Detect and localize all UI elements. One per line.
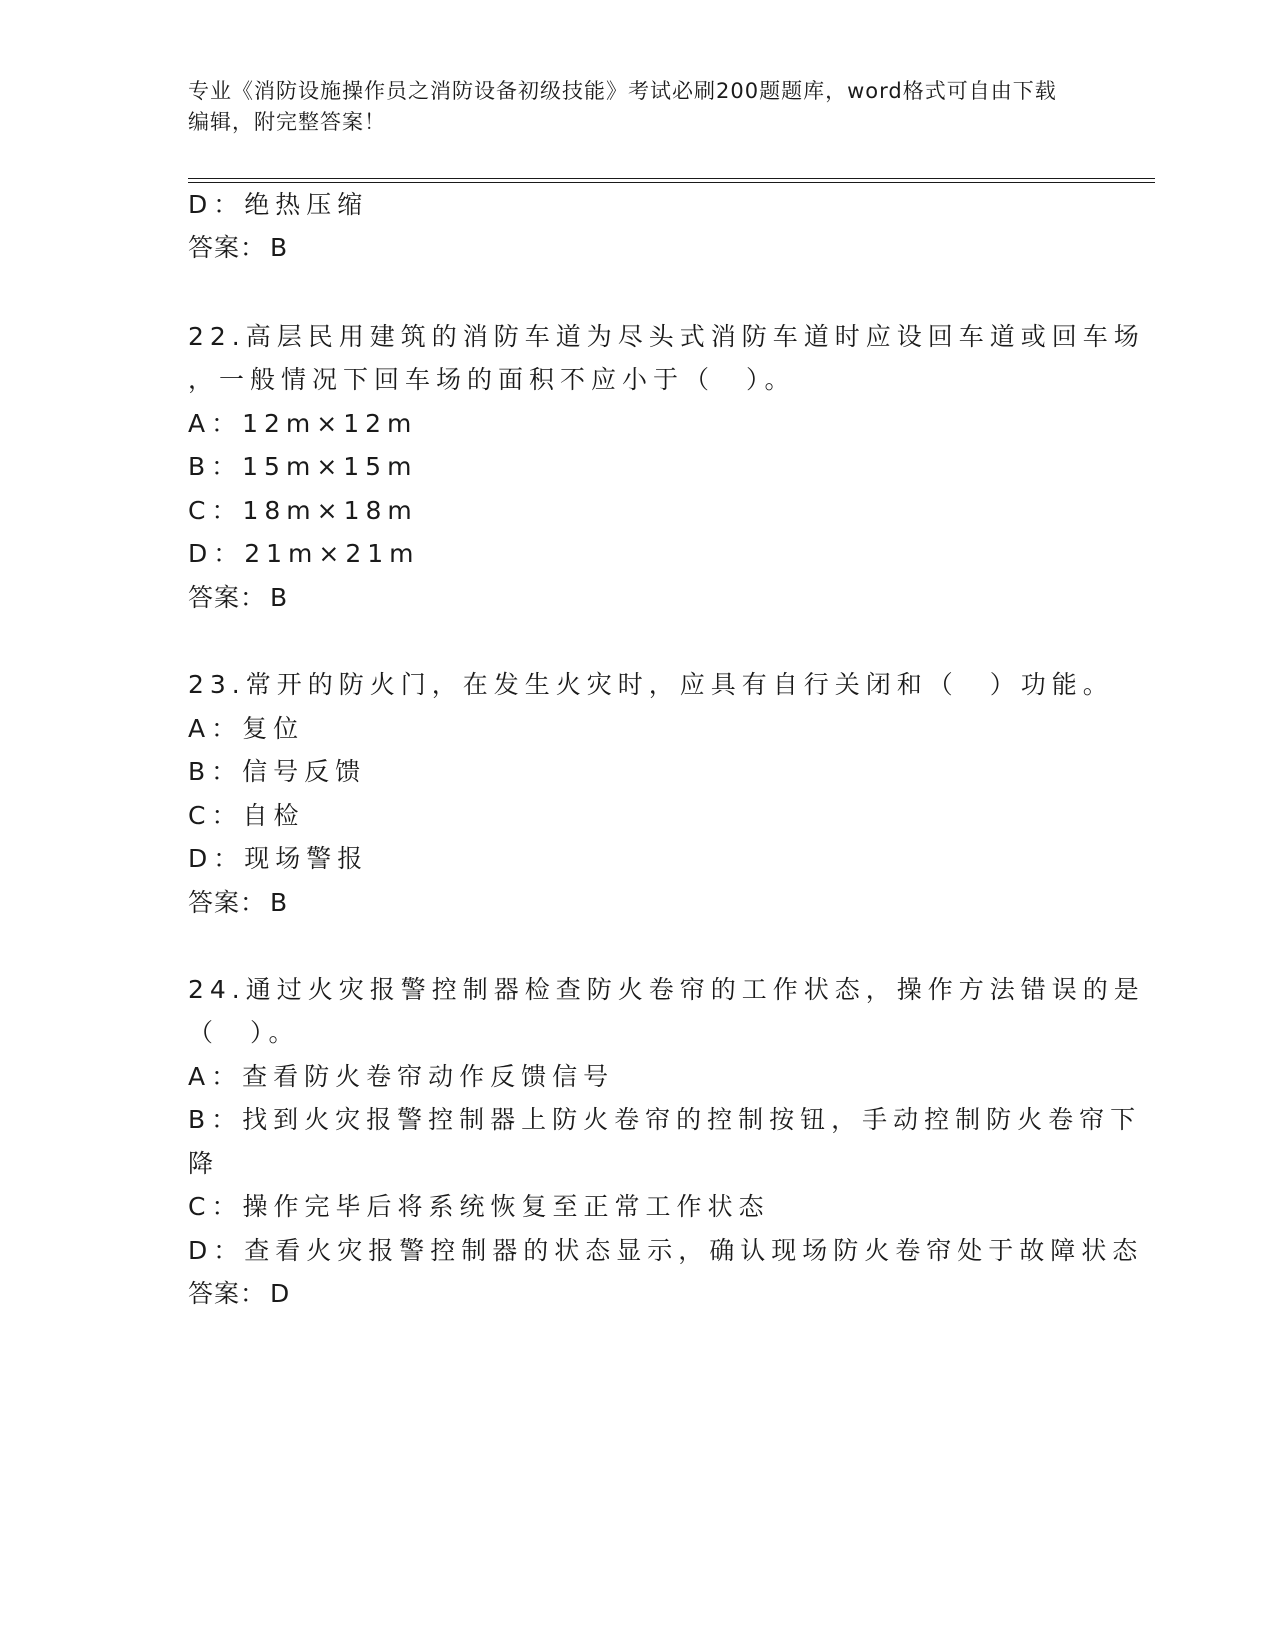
q23-option-d: D：现场警报 bbox=[188, 844, 369, 873]
q22-answer-label: 答案： bbox=[188, 583, 267, 612]
q24-option-a: A：查看防火卷帘动作反馈信号 bbox=[188, 1062, 615, 1091]
q24-option-b-line-1: B：找到火灾报警控制器上防火卷帘的控制按钮，手动控制防火卷帘下 bbox=[188, 1105, 1142, 1134]
q22-answer-value: B bbox=[270, 583, 289, 612]
q24-option-d: D：查看火灾报警控制器的状态显示，确认现场防火卷帘处于故障状态 bbox=[188, 1236, 1144, 1265]
q24-option-c: C：操作完毕后将系统恢复至正常工作状态 bbox=[188, 1192, 770, 1221]
q21-answer-label: 答案： bbox=[188, 233, 267, 262]
q22-stem-line-1: 22.高层民用建筑的消防车道为尽头式消防车道时应设回车道或回车场 bbox=[188, 322, 1145, 351]
q22-option-b: B：15m×15m bbox=[188, 452, 418, 481]
q21-option-d: D：绝热压缩 bbox=[188, 190, 369, 219]
q22-answer bbox=[188, 583, 288, 613]
q22-option-d: D：21m×21m bbox=[188, 539, 420, 568]
q24-answer-label: 答案： bbox=[188, 1279, 267, 1308]
q24-stem-line-1: 24.通过火灾报警控制器检查防火卷帘的工作状态，操作方法错误的是 bbox=[188, 975, 1145, 1004]
header-divider-bottom bbox=[188, 182, 1155, 183]
q24-answer bbox=[188, 1279, 290, 1309]
q21-answer bbox=[188, 233, 288, 263]
q23-option-a: A：复位 bbox=[188, 714, 305, 743]
q21-answer-value: B bbox=[270, 233, 289, 262]
q24-option-b-line-2: 降 bbox=[188, 1149, 220, 1178]
q23-option-b: B：信号反馈 bbox=[188, 757, 367, 786]
header-divider-top bbox=[188, 178, 1155, 179]
q22-stem-line-2: ，一般情况下回车场的面积不应小于（ ）。 bbox=[188, 365, 796, 394]
document-header-title: 专业《消防设施操作员之消防设备初级技能》考试必刷200题题库，word格式可自由下载编辑，附完整答案！ bbox=[188, 79, 1057, 134]
q22-option-a: A：12m×12m bbox=[188, 409, 418, 438]
q24-answer-value: D bbox=[270, 1279, 291, 1308]
q23-answer bbox=[188, 888, 288, 918]
q23-answer-value: B bbox=[270, 888, 289, 917]
q23-stem-line-1: 23.常开的防火门，在发生火灾时，应具有自行关闭和（ ）功能。 bbox=[188, 670, 1114, 699]
q23-option-c: C：自检 bbox=[188, 801, 305, 830]
q23-answer-label: 答案： bbox=[188, 888, 267, 917]
q24-stem-line-2: （ ）。 bbox=[188, 1018, 300, 1047]
q22-option-c: C：18m×18m bbox=[188, 496, 418, 525]
